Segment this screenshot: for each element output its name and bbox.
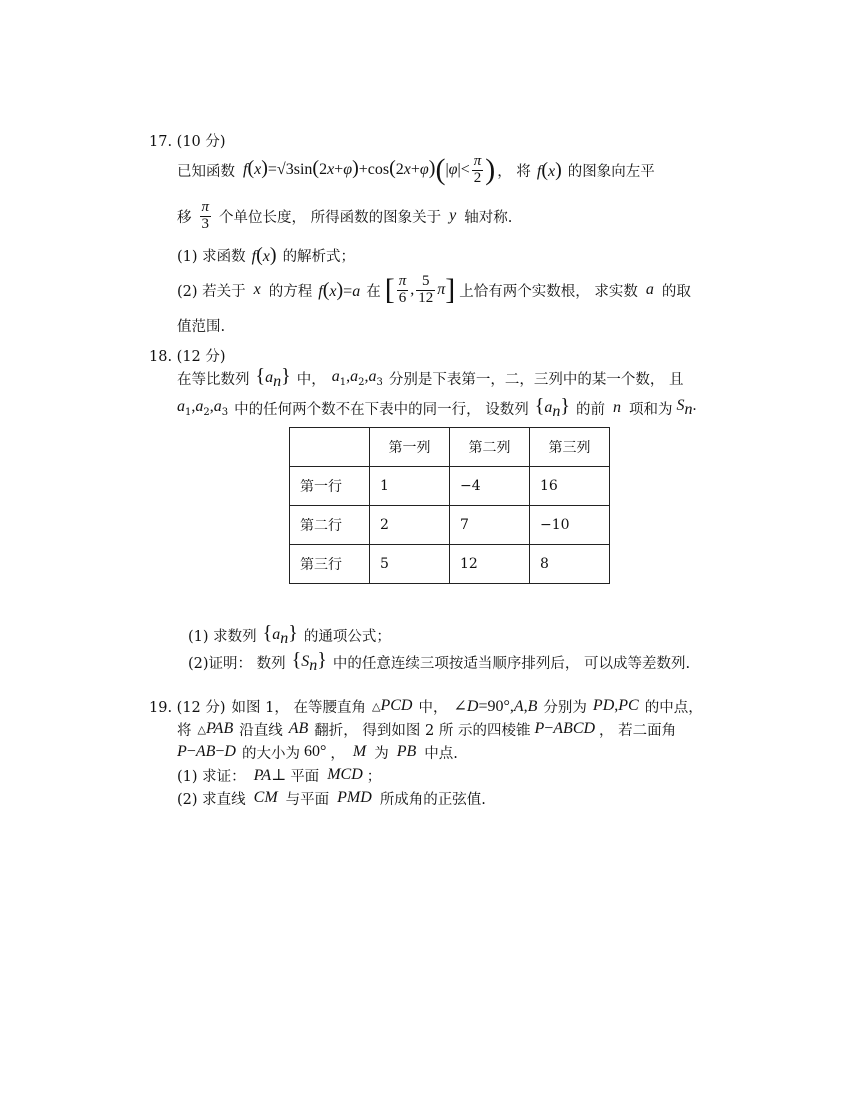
- q17-shift-fraction: $\frac{\pi}{3}$: [201, 198, 210, 232]
- q17-part-2-mid: 的方程: [268, 283, 313, 300]
- q19-part-2-mid: 与平面: [285, 791, 330, 808]
- q19-m: M: [352, 743, 367, 760]
- q18-line-1: [177, 363, 683, 393]
- q18-part-2-sn: $\{S_n\}$: [291, 649, 327, 674]
- q17-part-2-x: x: [253, 281, 261, 298]
- q19-pmd: PMD: [337, 789, 372, 806]
- q19-line-ab: AB: [288, 720, 309, 737]
- q17-shift-end: 轴对称.: [464, 209, 513, 226]
- q19-part-2-end: 所成角的正弦值.: [379, 791, 486, 808]
- q17-part-1-end: 的解析式；: [282, 248, 356, 265]
- q18-part-1-text: (1) 求数列: [188, 628, 257, 645]
- q19-l2-a: 将: [177, 722, 192, 739]
- q18-data-table: [289, 427, 610, 584]
- q18-part-2-text: (2)证明： 数列: [188, 655, 286, 672]
- table-header-cell: 第二列: [450, 428, 530, 467]
- q17-part-2: [177, 267, 691, 313]
- q18-number: 18. (12 分): [149, 349, 226, 365]
- table-row-label: 第三行: [290, 545, 370, 584]
- table-row: [290, 506, 610, 545]
- q19-part-1-end: ；: [366, 768, 382, 785]
- table-row-label: 第二行: [290, 506, 370, 545]
- q17-part-2-end: 的取: [661, 283, 691, 300]
- q19-l1-a: 如图 1， 在等腰直角: [231, 699, 366, 716]
- q18-line-2: [177, 392, 700, 424]
- q18-part-2-end: 中的任意连续三项按适当顺序排列后， 可以成等差数列.: [332, 655, 691, 672]
- q19-dihedral: P−AB−D: [177, 743, 236, 760]
- q17-intro-post: 的图象向左平: [567, 163, 655, 180]
- table-cell: 12: [450, 545, 530, 584]
- q19-l1-b: 中，: [418, 699, 448, 716]
- q17-intro-mid: ， 将: [497, 163, 531, 180]
- q17-y-symbol: y: [449, 207, 457, 224]
- q17-part-1: [177, 240, 355, 270]
- q18-line-2-mid: 的前: [575, 401, 605, 418]
- q19-angle-d: ∠D=90°,A,B: [453, 698, 538, 715]
- q19-part-1: [177, 763, 381, 787]
- q17-part-1-text: (1) 求函数: [177, 248, 246, 265]
- q18-line-2-text: 中的任何两个数不在下表中的同一行， 设数列: [234, 401, 529, 418]
- q19-sixty: 60°: [303, 743, 327, 760]
- q17-part-2-a: a: [645, 281, 654, 298]
- q19-part-1-mid: 平面: [290, 768, 320, 785]
- q19-l1-c: 分别为: [543, 699, 587, 716]
- q19-triangle-pab: △PAB: [197, 720, 234, 737]
- q19-line-1: [149, 694, 703, 718]
- q17-line-2: [177, 193, 512, 239]
- q17-function-formula: f(x)=√3sin(2x+φ)+cos(2x+φ)(|φ|< $\frac{\pi}{2}$ ): [243, 152, 496, 186]
- q19-l3-d: 中点.: [424, 745, 458, 762]
- table-cell: −4: [450, 467, 530, 506]
- q19-pd-pc: PD,PC: [592, 697, 639, 714]
- table-row-label: 第一行: [290, 467, 370, 506]
- q19-l1-d: 的中点，: [644, 699, 703, 716]
- q18-sn: $S_n$.: [676, 397, 697, 418]
- table-cell: 2: [370, 506, 450, 545]
- q19-pyramid: P−ABCD: [534, 720, 596, 737]
- table-header-cell: [290, 428, 370, 467]
- q19-pa-perp: PA⊥: [253, 767, 287, 784]
- table-cell: 7: [450, 506, 530, 545]
- q17-equation: f(x)=a: [318, 278, 361, 301]
- q18-line-2-mid3: 项和为: [628, 401, 673, 418]
- q17-number: 17. (10 分): [149, 134, 226, 150]
- q18-seq-an-2: $\{a_n\}$: [534, 395, 570, 420]
- table-row: [290, 467, 610, 506]
- table-cell: 16: [530, 467, 610, 506]
- q18-intro-text: 在等比数列: [177, 371, 250, 388]
- q19-triangle-pcd: △PCD: [372, 697, 413, 714]
- q19-l3-c: 为: [374, 745, 389, 762]
- q19-l2-c: 翻折， 得到如图 2 所 示的四棱锥: [314, 722, 531, 739]
- q19-l2-d: ， 若二面角: [599, 722, 677, 739]
- q18-intro-mid: 中，: [296, 371, 326, 388]
- table-cell: 8: [530, 545, 610, 584]
- q17-fx-symbol: f(x): [536, 158, 562, 181]
- table-header-cell: 第三列: [530, 428, 610, 467]
- q19-line-3: [177, 740, 458, 764]
- q18-intro-post: 分别是下表第一，二，三列中的某一个数， 且: [388, 371, 684, 388]
- q19-number: 19. (12 分): [149, 699, 226, 716]
- q19-l3-b: ，: [330, 745, 345, 762]
- q17-line-1: [177, 147, 655, 193]
- q19-l3-a: 的大小为: [241, 745, 300, 762]
- q19-line-2: [177, 717, 676, 741]
- table-header-cell: 第一列: [370, 428, 450, 467]
- q18-a123-2: $a_1,a_2,a_3$: [177, 398, 229, 418]
- q17-part-2-line-2: 值范围.: [177, 319, 226, 335]
- table-cell: −10: [530, 506, 610, 545]
- table-row: [290, 545, 610, 584]
- q19-pb: PB: [396, 743, 417, 760]
- table-header-row: [290, 428, 610, 467]
- q18-part-1: [188, 620, 391, 650]
- q17-intro-text: 已知函数: [177, 163, 235, 180]
- q19-part-2-text: (2) 求直线: [177, 791, 246, 808]
- table-cell: 1: [370, 467, 450, 506]
- q17-part-2-post: 上恰有两个实数根， 求实数: [459, 283, 638, 300]
- q18-part-2: [188, 647, 690, 677]
- q18-seq-an: $\{a_n\}$: [255, 365, 291, 390]
- q17-shift-post: 个单位长度， 所得函数的图象关于: [219, 209, 442, 226]
- q19-part-2: [177, 786, 486, 810]
- table-cell: 5: [370, 545, 450, 584]
- q19-part-1-text: (1) 求证：: [177, 768, 246, 785]
- q18-part-1-an: $\{a_n\}$: [262, 622, 298, 647]
- q18-n-symbol: n: [612, 399, 621, 416]
- q19-cm: CM: [253, 789, 278, 806]
- q17-shift-text: 移: [177, 209, 192, 226]
- q18-a123: $a_1,a_2,a_3$: [331, 368, 383, 388]
- q19-mcd: MCD: [327, 766, 363, 783]
- q17-part-2-in: 在: [366, 283, 381, 300]
- q19-l2-b: 沿直线: [239, 722, 283, 739]
- q17-interval: [ $\frac{\pi}{6}$ , $\frac{5}{12}$ π]: [384, 272, 456, 306]
- q17-part-2-text: (2) 若关于: [177, 283, 246, 300]
- q17-part-1-fx: f(x): [251, 243, 277, 266]
- q18-part-1-end: 的通项公式；: [303, 628, 391, 645]
